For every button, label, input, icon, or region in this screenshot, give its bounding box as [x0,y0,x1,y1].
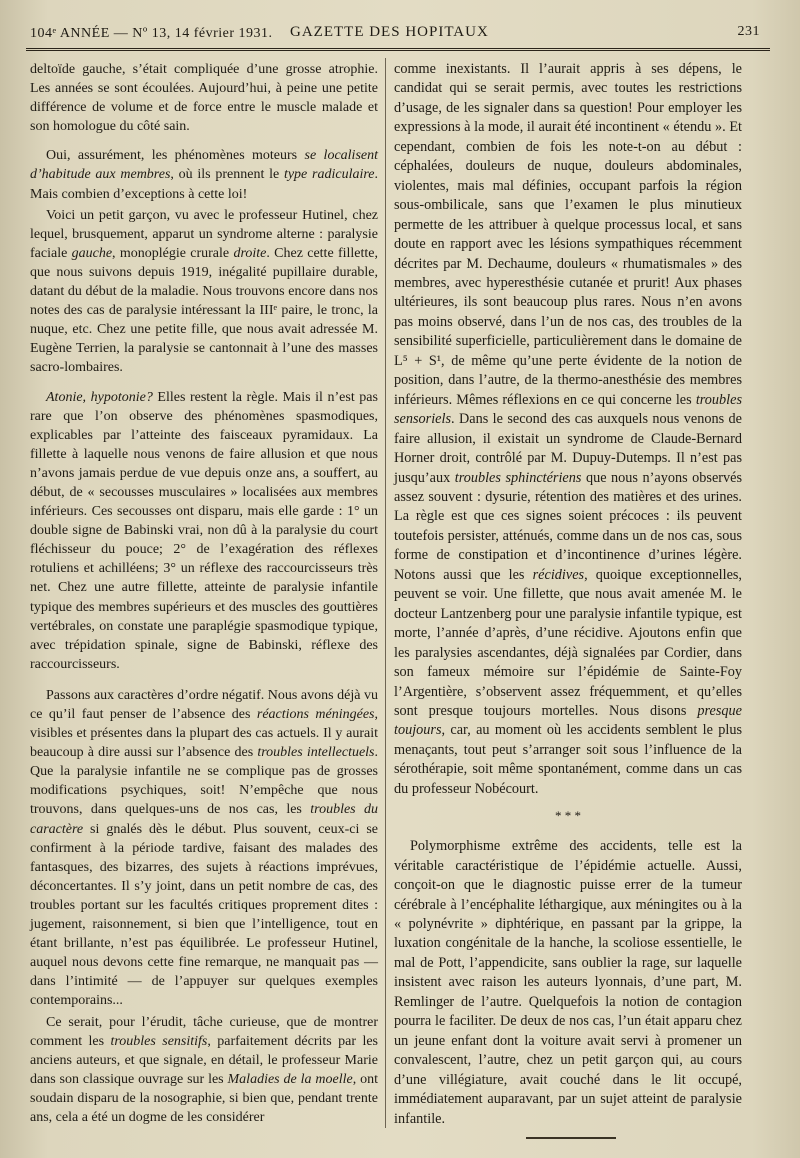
left-column [30,60,378,1129]
paragraph: Polymorphisme extrême des accidents, telle est la véritable caractéristique de l’épidémie actuelle. Aussi, conçoit-on que le diagnostic puisse errer de la tumeur cérébrale à l’encéphalite léthargique, aux méningites ou à la « polynévrite » diphtérique, en passant par la grippe, la luxation congénitale de la hanche, la scoliose essentielle, le mal de Pott, l’appendicite, sans oublier la rage, sur laquelle insistent avec raison les auteurs lyonnais, d’une part, M. Remlinger de l’autre. Quelquefois la notion de contagion pourra le faciliter. De deux de nos cas, l’un était apparu chez un jeune enfant dont la voiture avait servi à promener un convalescent, l’autre, chez un petit garçon qui, au cours d’une villégiature, avait couché dans le lit occupé, immédiatement auparavant, par un sujet atteint de paralysie infantile. [394,838,742,1127]
header-page-number: 231 [737,24,760,39]
paragraph: Oui, assurément, les phénomènes moteurs se localisent d’habitude aux membres, où ils prennent le type radiculaire. Mais combien d’exceptions à cette loi! [30,148,378,202]
header-issue-info: 104ᵉ ANNÉE — Nº 13, 14 février 1931. [30,26,273,41]
end-rule [526,1137,616,1139]
right-column [394,60,742,1139]
page-header [30,22,760,48]
column-divider [385,58,386,1128]
paragraph: Atonie, hypotonie? Elles restent la règle. Mais il n’est pas rare que l’on observe des phénomènes spasmodiques, explicables par l’atteinte des faisceaux pyramidaux. La fillette à laquelle nous venons de faire allusion et que nous n’avons jamais perdue de vue depuis onze ans, a souffert, au début, de « secousses musculaires » localisées aux membres inférieurs. Ces secousses ont disparu, mais elle garde : 1° un double signe de Babinski vrai, non dû à la paralysie du court fléchisseur du pouce; 2° de l’exagération des réflexes rotuliens et achilléens; 3° un réflexe des raccourcisseurs très net. Chez une autre fillette, atteinte de paralysie infantile typique des membres supérieurs et des muscles des gouttières vertébrales, on constate une paraplégie spasmodique typique, avec trépidation spinale, signe de Babinski, réflexe des raccourcisseurs. [30,389,378,672]
section-stars: * * * [555,808,581,824]
paragraph: Passons aux caractères d’ordre négatif. Nous avons déjà vu ce qu’il faut penser de l’absence des réactions méningées, visibles et présentes dans la plupart des cas actuels. Il y aurait beaucoup à dire aussi sur l’absence des troubles intellectuels. Que la paralysie infantile ne se complique pas de grosses modifications psychiques, soit! N’empêche que nous trouvons, dans quelques-uns de nos cas, les troubles du caractère si gnalés dès le début. Plus souvent, ceux-ci se confirment à la période tardive, faisant des malades des fantasques, des bizarres, des sujets à réactions imprévues, déconcertantes. Il s’y joint, dans un petit nombre de cas, des troubles portant sur les facultés critiques proprement dites : jugement, raisonnement, si bien que l’intelligence, tout en étant brillante, n’est pas équilibrée. Le professeur Hutinel, auquel nous devons cette fine remarque, ne manquait pas — dans l’intimité — de l’appuyer sur quelques exemples contemporains... [30,687,379,1009]
paragraph: Ce serait, pour l’érudit, tâche curieuse, que de montrer comment les troubles sensitifs, parfaitement décrits par les anciens auteurs, et que signale, en détail, le professeur Marie dans son classique ouvrage sur les Maladies de la moelle, ont soudain disparu de la nosographie, si bien que, pendant trente ans, cela a été un dogme de les considérer [30,1014,378,1125]
paragraph: Voici un petit garçon, vu avec le professeur Hutinel, chez lequel, brusquement, apparut un syndrome alterne : paralysie faciale gauche, monoplégie crurale droite. Chez cette fillette, que nous suivons depuis 1919, inégalité pupillaire durable, datant du début de la maladie. Nous trouvons encore dans nos notes des cas de paralysie intéressant la IIIᵉ paire, le tronc, la nuque, etc. Chez une petite fille, que nous avait adressée M. Eugène Terrien, la paralysie se cantonnait à l’une des masses sacro-lombaires. [30,207,379,376]
header-journal-title: GAZETTE DES HOPITAUX [290,24,489,40]
paragraph: comme inexistants. Il l’aurait appris à ses dépens, le candidat qui se serait permis, avec toutes les restrictions d’usage, de les signaler dans sa question! Pour employer les expressions à la mode, il aurait été incontinent « étendu ». Et cependant, combien de fois les note-t-on au début : céphalées, douleurs de nuque, douleurs abdominales, violentes, mais mal définies, occupant parfois la région sous-ombilicale, sans que l’examen le plus minutieux permette de les attribuer à quelque processus local, et sans doute en rapport avec les lésions sympathiques récemment décrites par M. Dechaume, douleurs « rhumatismales » des membres, avec hyperesthésie cutanée et prurit! Aux phases ultérieures, ils sont beaucoup plus rares. Nous n’en avons pas moins observé, dans l’un de nos cas, des troubles de la sensibilité superficielle, particulièrement dans le domaine de L⁵ + S¹, de même qu’une perte évidente de la notion de position, dans l’autre, de la thermo-anesthésie des membres inférieurs. Mêmes réflexions en ce qui concerne les troubles sensoriels. Dans le second des cas auxquels nous venons de faire allusion, il existait un syndrome de Claude-Bernard Horner droit, contrôlé par M. Dupuy-Dutemps. Il n’est pas jusqu’aux troubles sphinctériens que nous n’ayons observés assez souvent : dysurie, rétention des matières et des urines. La règle est que ces signes soient précoces : ils peuvent toutefois persister, atténués, comme dans un de nos cas, sous forme de constipation et d’incontinence d’urines légère. Notons aussi que les récidives, quoique exceptionnelles, peuvent se voir. Une fillette, que nous avait amenée M. le docteur Lantzenberg pour une paralysie infantile typique, est morte, l’année d’après, d’une récidive. Ajoutons enfin que les paralysies ascendantes, déjà signalées par Cordier, dans son fameux mémoire sur l’épidémie de Sainte-Foy l’Argentière, s’observent assez fréquemment, et qu’elles sont presque toujours mortelles. Nous disons presque toujours, car, au moment où les accidents semblent le plus menaçants, tout peut s’arranger soit sous l’influence de la sérothérapie, soit même spontanément, comme dans un cas du professeur Nobécourt. [394,61,743,797]
header-rule [26,48,770,51]
paragraph: deltoïde gauche, s’était compliquée d’une grosse atrophie. Les années se sont écoulées. Aujourd’hui, à peine une petite différence de volume et de force entre le muscle malade et son homologue du côté sain. [30,62,378,135]
